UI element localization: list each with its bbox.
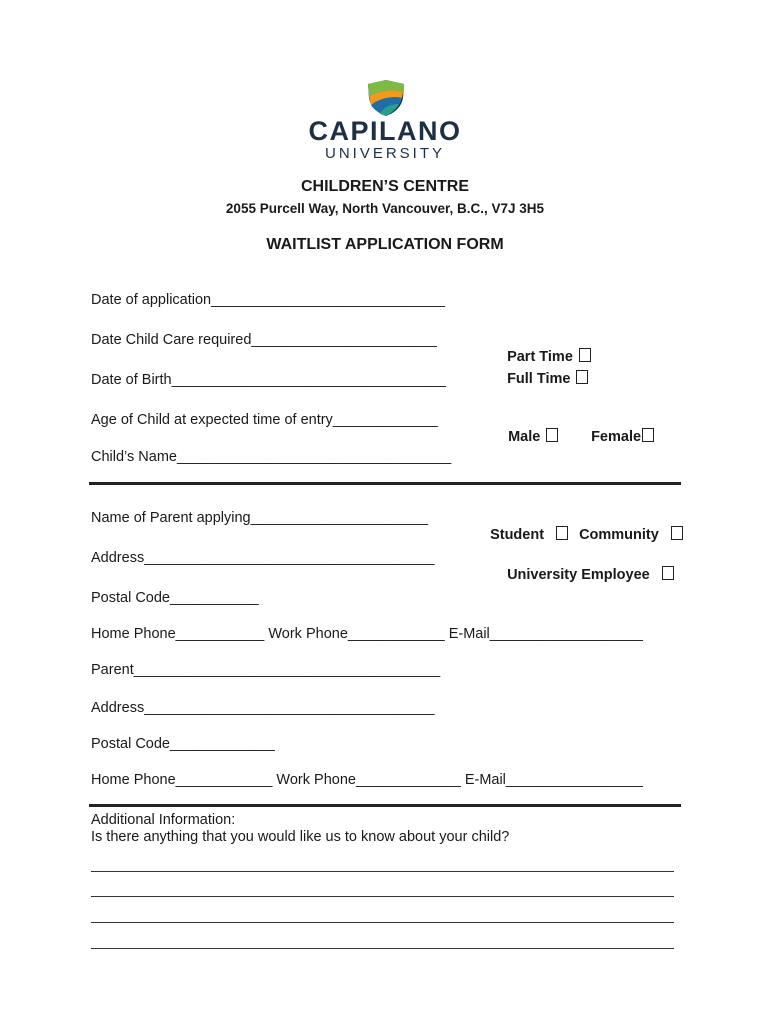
full-time-checkbox[interactable] — [576, 370, 588, 384]
answer-line[interactable] — [91, 922, 674, 923]
logo-shield-icon — [366, 80, 406, 116]
section-divider — [89, 482, 681, 485]
community-label: Community — [579, 527, 659, 543]
student-label: Student — [490, 527, 545, 543]
university-employee-label: University Employee — [507, 567, 650, 583]
additional-heading: Additional Information: — [91, 812, 236, 828]
answer-line[interactable] — [91, 896, 674, 897]
date-care-required-field[interactable]: Date Child Care required_______________________ — [91, 332, 437, 348]
second-parent-field[interactable]: Parent______________________________________ — [91, 662, 441, 678]
answer-line[interactable] — [91, 948, 674, 949]
female-option[interactable] — [583, 412, 654, 445]
answer-line[interactable] — [91, 871, 674, 872]
second-parent-postal-code-field[interactable]: Postal Code_____________ — [91, 736, 275, 752]
parent-phones-row[interactable]: Home Phone___________ Work Phone____________ E-Mail___________________ — [91, 626, 643, 642]
full-time-option[interactable] — [499, 354, 588, 387]
centre-title: CHILDREN’S CENTRE — [300, 178, 469, 195]
childs-name-field[interactable]: Child’s Name__________________________________ — [91, 449, 452, 465]
community-option[interactable] — [571, 510, 683, 543]
second-parent-phones-row[interactable]: Home Phone____________ Work Phone_____________ E-Mail_________________ — [91, 772, 643, 788]
date-of-application-field[interactable]: Date of application_____________________________ — [91, 292, 445, 308]
section-divider-2 — [89, 804, 681, 807]
parent-address-field[interactable]: Address____________________________________ — [91, 550, 435, 566]
date-of-birth-field[interactable]: Date of Birth__________________________________ — [91, 372, 446, 388]
form-title: WAITLIST APPLICATION FORM — [266, 236, 504, 253]
community-checkbox[interactable] — [671, 526, 683, 540]
logo-name: CAPILANO — [308, 116, 462, 146]
parent-postal-code-field[interactable]: Postal Code___________ — [91, 590, 259, 606]
university-employee-option[interactable] — [499, 550, 674, 583]
student-option[interactable] — [482, 510, 568, 543]
female-checkbox[interactable] — [642, 428, 654, 442]
additional-question: Is there anything that you would like us to know about your child? — [91, 829, 510, 845]
student-checkbox[interactable] — [556, 526, 568, 540]
age-at-entry-field[interactable]: Age of Child at expected time of entry_____________ — [91, 412, 438, 428]
male-option[interactable] — [500, 412, 558, 445]
centre-address: 2055 Purcell Way, North Vancouver, B.C., V7J 3H5 — [225, 201, 545, 216]
university-employee-checkbox[interactable] — [662, 566, 674, 580]
part-time-label: Part Time — [507, 349, 573, 365]
full-time-label: Full Time — [507, 371, 571, 387]
second-parent-address-field[interactable]: Address____________________________________ — [91, 700, 435, 716]
logo-subname: UNIVERSITY — [324, 145, 445, 162]
male-checkbox[interactable] — [546, 428, 558, 442]
parent-applying-field[interactable]: Name of Parent applying______________________ — [91, 510, 429, 526]
female-label: Female — [591, 429, 642, 445]
male-label: Male — [508, 429, 541, 445]
